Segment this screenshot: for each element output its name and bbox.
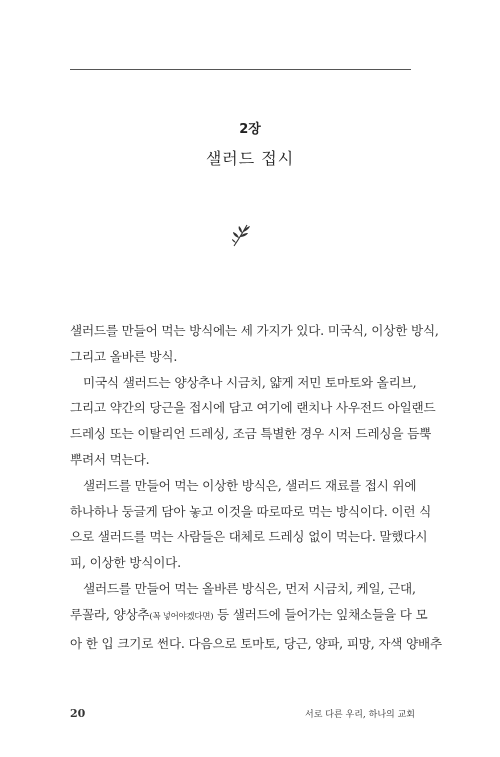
text-line: 샐러드를 만들어 먹는 이상한 방식은, 샐러드 재료를 접시 위에: [83, 477, 417, 493]
page-number: 20: [70, 707, 86, 720]
inline-note: (꼭 넣어야겠다면): [149, 611, 214, 622]
text-line: 미국식 샐러드는 양상추나 시금치, 얇게 저민 토마토와 올리브,: [83, 374, 417, 390]
leaf-sprig-icon: [230, 222, 252, 248]
text-line: 그리고 약간의 당근을 접시에 담고 여기에 랜치나 사우전드 아일랜드: [70, 400, 436, 416]
text-line: 피, 이상한 방식이다.: [70, 555, 181, 571]
text-line-with-note: [70, 602, 428, 631]
text-line: 아 한 입 크기로 썬다. 다음으로 토마토, 당근, 양파, 피망, 자색 양배추: [70, 635, 442, 651]
text-fragment: 등 샐러드에 들어가는 잎채소들을 다 모: [213, 606, 428, 622]
text-line: 뿌려서 먹는다.: [70, 451, 150, 467]
text-line: 그리고 올바른 방식.: [70, 348, 178, 364]
body-text: [70, 318, 442, 656]
text-line: 드레싱 또는 이탈리언 드레싱, 조금 특별한 경우 시저 드레싱을 듬뿍: [70, 426, 432, 442]
text-line: 하나하나 둥글게 담아 놓고 이것을 따로따로 먹는 방식이다. 이런 식: [70, 503, 432, 519]
running-head: 서로 다른 우리, 하나의 교회: [305, 710, 415, 720]
text-line: 샐러드를 만들어 먹는 올바른 방식은, 먼저 시금치, 케일, 근대,: [83, 580, 416, 596]
text-line: 샐러드를 만들어 먹는 방식에는 세 가지가 있다. 미국식, 이상한 방식,: [70, 323, 439, 338]
text-fragment: 루꼴라, 양상추: [70, 606, 150, 622]
chapter-number: 2장: [239, 122, 261, 137]
header-rule: [70, 69, 411, 70]
chapter-title: 샐러드 접시: [205, 149, 295, 168]
text-line: 으로 샐러드를 먹는 사람들은 대체로 드레싱 없이 먹는다. 말했다시: [70, 529, 428, 545]
